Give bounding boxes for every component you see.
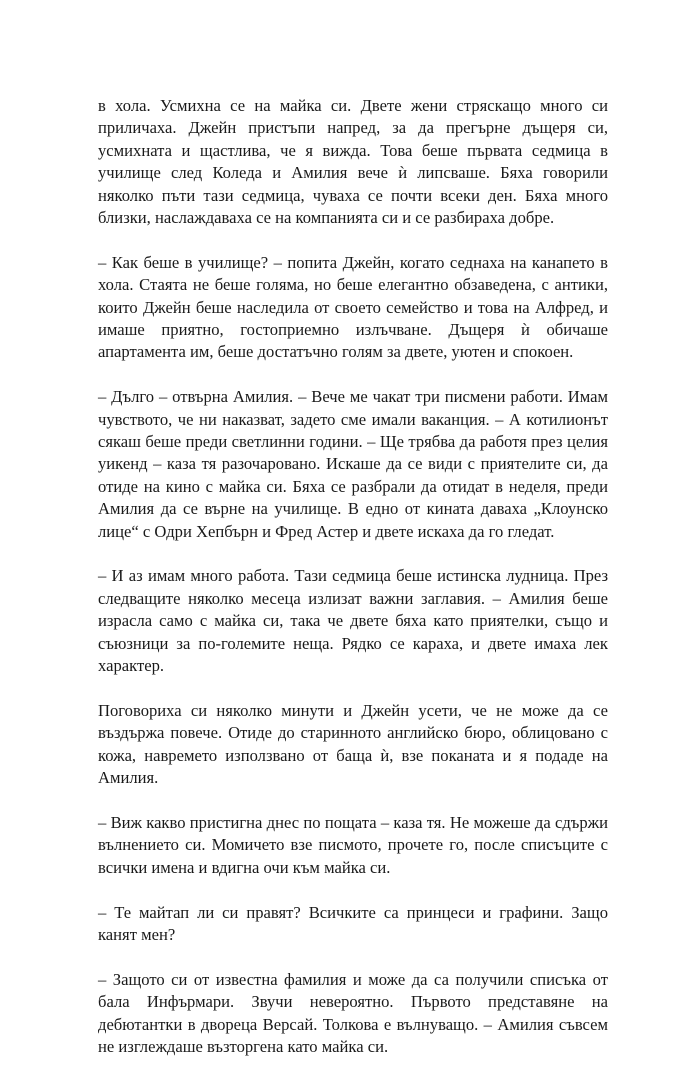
paragraph-6: – Виж какво пристигна днес по пощата – каза тя. Не можеше да сдържи вълнението си. Момичето взе писмото, прочете го, после списъците с всички имена и вдигна очи към майка си. xyxy=(98,812,608,877)
paragraph-4: – И аз имам много работа. Тази седмица беше истинска лудница. През следващите няколко месеца излизат важни заглавия. – Амилия беше израсла само с майка си, така че двете бяха като приятелки, също и съюзници за по-големите неща. Рядко се караха, и двете имаха лек характер. xyxy=(98,566,608,676)
paragraph-7: – Те майтап ли си правят? Всичките са принцеси и графини. Защо канят мен? xyxy=(98,902,608,944)
paragraph-3: – Дълго – отвърна Амилия. – Вече ме чакат три писмени работи. Имам чувството, че ни наказват, задето сме имали ваканция. – А котилионът сякаш беше преди светлинни години. – Ще трябва да работя през целия уикенд – каза тя разочаровано. Искаше да се види с приятелите си, да отиде на кино с майка си. Бяха се разбрали да отидат в неделя, преди Амилия да се върне на училище. В едно от кината даваха „Клоунско лице“ с Одри Хепбърн и Фред Астер и двете искаха да го гледат. xyxy=(98,387,608,541)
paragraph-8: – Защото си от известна фамилия и може да са получили списъка от бала Инфърмари. Звучи невероятно. Първото представяне на дебютантки в двореца Версай. Толкова е вълнуващо. – Амилия съвсем не изглеждаше възторгена като майка си. xyxy=(98,969,608,1056)
paragraph-1: в хола. Усмихна се на майка си. Двете жени стряскащо много си приличаха. Джейн пристъпи напред, за да прегърне дъщеря си, усмихната и щастлива, че я вижда. Това беше първата седмица в училище след Коледа и Амилия вече ѝ липсваше. Бяха говорили няколко пъти тази седмица, чуваха се почти всеки ден. Бяха много близки, наслаждаваха се на компанията си и се разбираха добре. xyxy=(98,96,608,228)
paragraph-2: – Как беше в училище? – попита Джейн, когато седнаха на канапето в хола. Стаята не беше голяма, но беше елегантно обзаведена, с антики, които Джейн беше наследила от своето семейство и това на Алфред, и имаше приятно, гостоприемно излъчване. Дъщеря ѝ обичаше апартамента им, беше достатъчно голям за двете, уютен и спокоен. xyxy=(98,252,608,362)
body-text xyxy=(98,95,608,1081)
paragraph-5: Поговориха си няколко минути и Джейн усети, че не може да се въздържа повече. Отиде до старинното английско бюро, облицовано с кожа, навремето използвано от баща ѝ, взе поканата и я подаде на Амилия. xyxy=(98,700,608,788)
